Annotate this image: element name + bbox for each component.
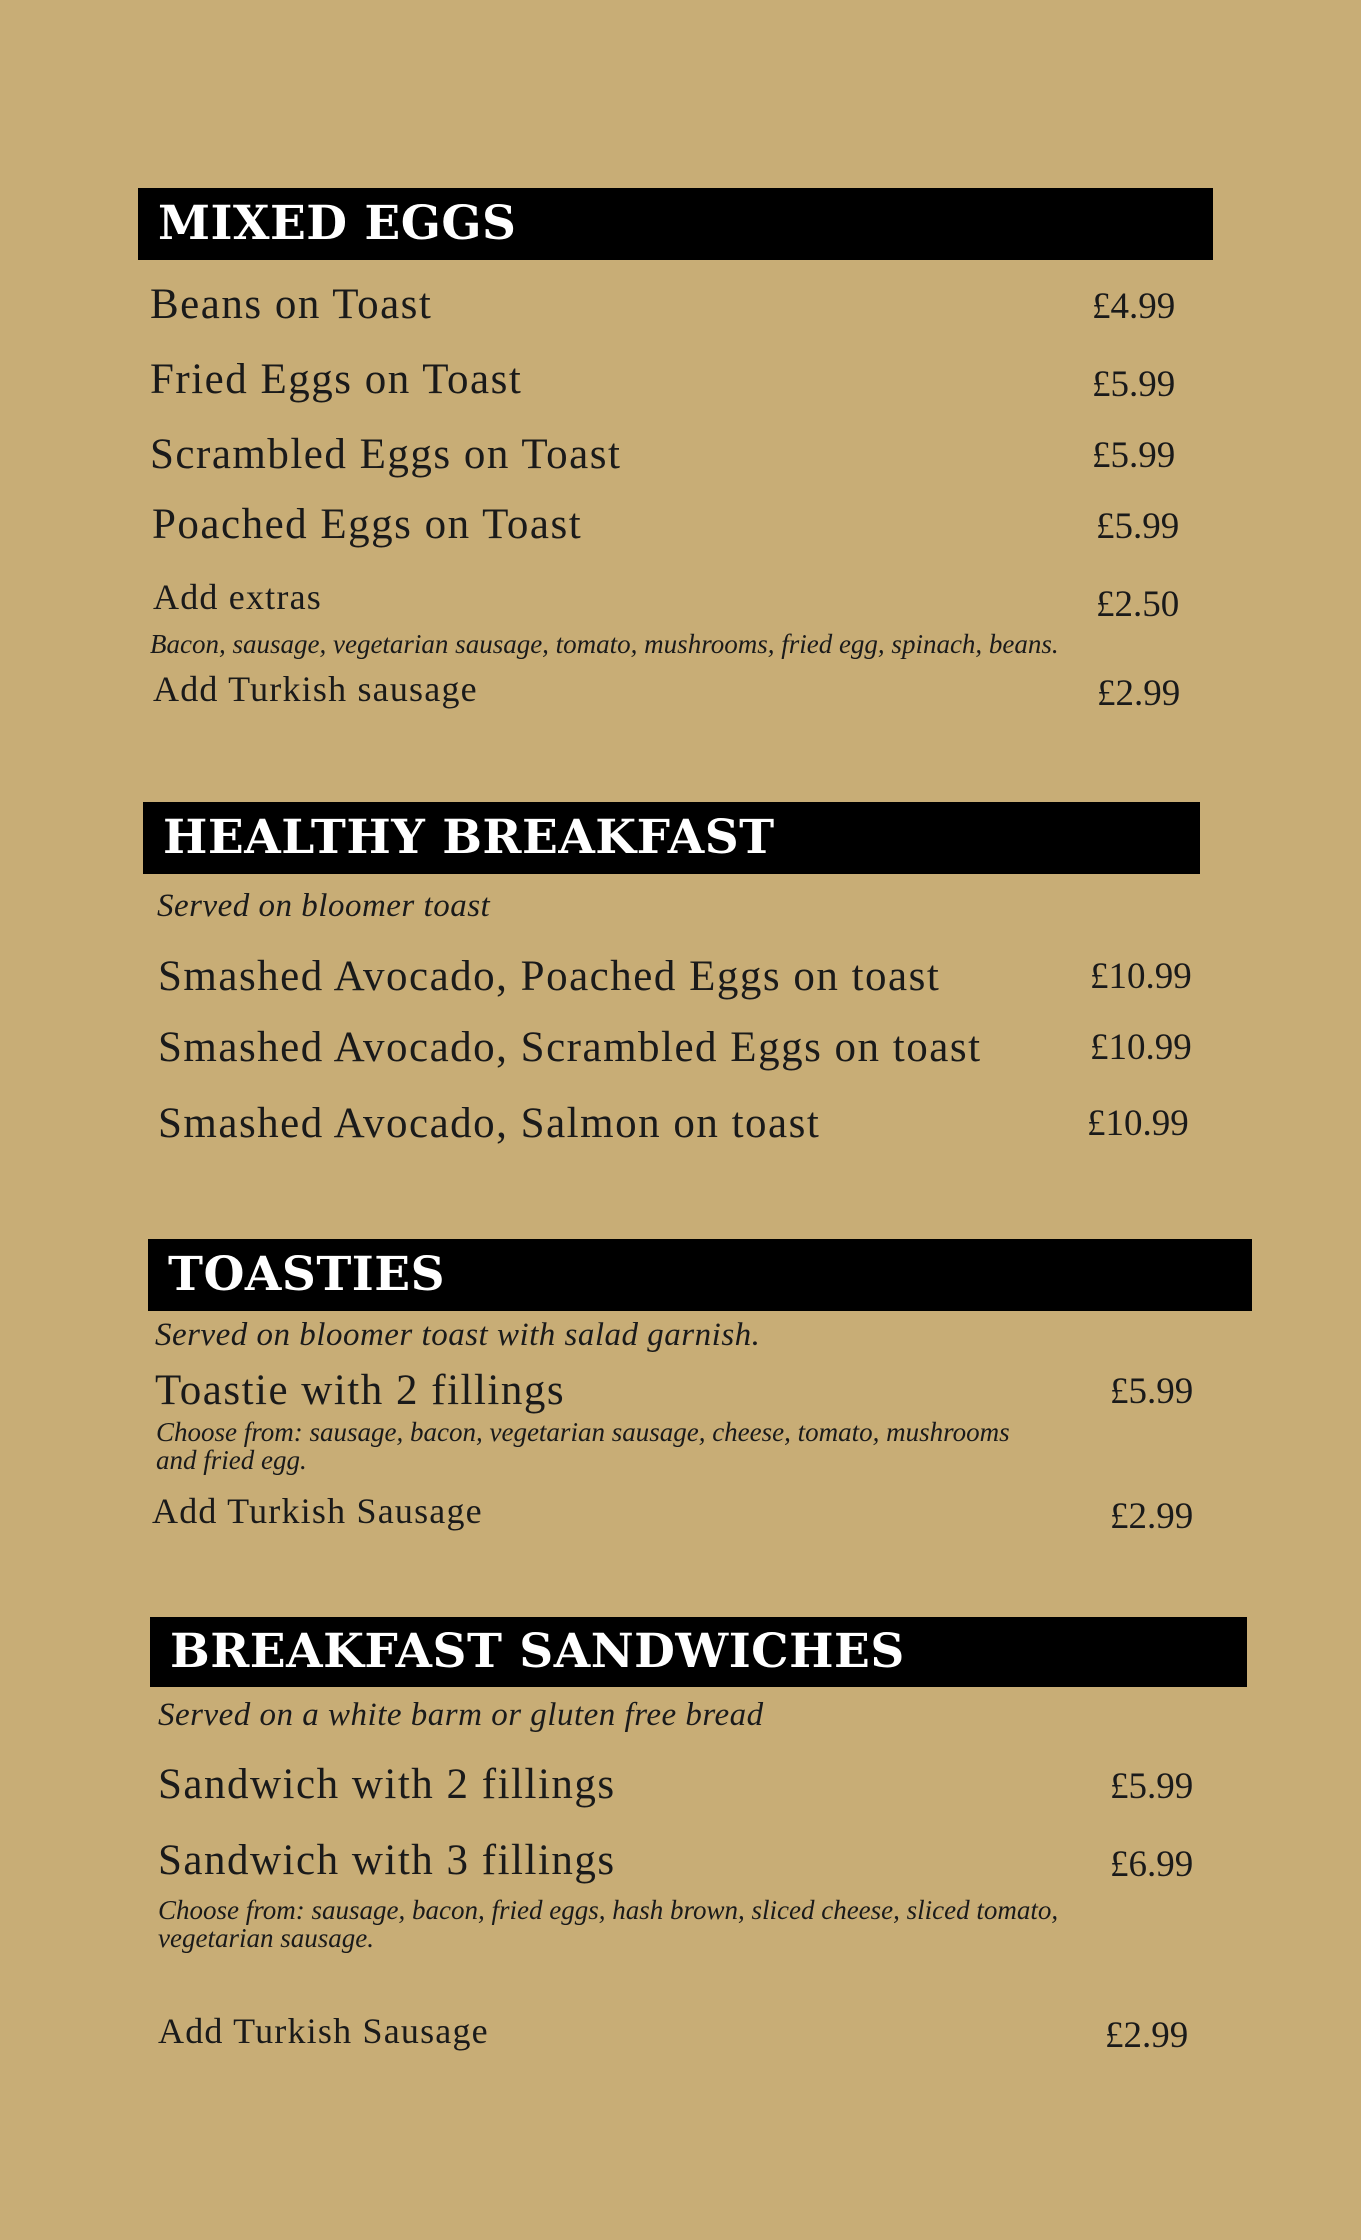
turkish-sausage-price: £2.99 (1097, 673, 1181, 714)
section-title-healthy-breakfast: HEALTHY BREAKFAST (143, 802, 1200, 874)
turkish-sausage-price: £2.99 (1105, 2015, 1189, 2056)
menu-item-name: Scrambled Eggs on Toast (150, 431, 622, 478)
fillings-note: Choose from: sausage, bacon, vegetarian sausage, cheese, tomato, mushrooms (156, 1417, 1010, 1447)
menu-item-price: £5.99 (1092, 364, 1176, 405)
menu-item-price: £5.99 (1110, 1371, 1194, 1412)
menu-item-price: £10.99 (1087, 1103, 1189, 1144)
fillings-note: and fried egg. (156, 1445, 307, 1475)
extras-label: Add extras (153, 577, 322, 617)
turkish-sausage-price: £2.99 (1110, 1496, 1194, 1537)
menu-item-price: £4.99 (1092, 286, 1176, 327)
turkish-sausage-label: Add Turkish Sausage (158, 2011, 489, 2051)
menu-item-price: £5.99 (1110, 1766, 1194, 1807)
menu-item-price: £6.99 (1110, 1844, 1194, 1885)
turkish-sausage-label: Add Turkish Sausage (152, 1491, 483, 1531)
section-title-mixed-eggs: MIXED EGGS (138, 188, 1213, 260)
menu-item-price: £10.99 (1090, 1027, 1192, 1068)
menu-item-name: Smashed Avocado, Poached Eggs on toast (158, 953, 941, 1000)
section-subtitle: Served on a white barm or gluten free bread (158, 1697, 764, 1733)
section-title-breakfast-sandwiches: BREAKFAST SANDWICHES (150, 1617, 1247, 1687)
menu-item-name: Smashed Avocado, Scrambled Eggs on toast (158, 1024, 982, 1071)
menu-item-name: Smashed Avocado, Salmon on toast (158, 1100, 821, 1147)
menu-item-name: Sandwich with 3 fillings (158, 1837, 616, 1884)
menu-item-price: £5.99 (1096, 506, 1180, 547)
menu-item-name: Toastie with 2 fillings (155, 1367, 566, 1414)
section-title-toasties: TOASTIES (148, 1239, 1252, 1311)
fillings-note: vegetarian sausage. (158, 1923, 374, 1953)
menu-item-name: Poached Eggs on Toast (152, 501, 583, 548)
menu-item-name: Fried Eggs on Toast (150, 356, 523, 403)
section-subtitle: Served on bloomer toast (157, 888, 491, 924)
menu-item-name: Beans on Toast (150, 281, 433, 328)
menu-item-price: £5.99 (1092, 435, 1176, 476)
turkish-sausage-label: Add Turkish sausage (153, 669, 478, 709)
extras-note: Bacon, sausage, vegetarian sausage, tomato, mushrooms, fried egg, spinach, beans. (150, 629, 1059, 659)
section-subtitle: Served on bloomer toast with salad garnish. (155, 1317, 761, 1353)
fillings-note: Choose from: sausage, bacon, fried eggs, hash brown, sliced cheese, sliced tomato, (158, 1895, 1059, 1925)
extras-price: £2.50 (1096, 584, 1180, 625)
menu-item-price: £10.99 (1090, 956, 1192, 997)
menu-item-name: Sandwich with 2 fillings (158, 1761, 616, 1808)
